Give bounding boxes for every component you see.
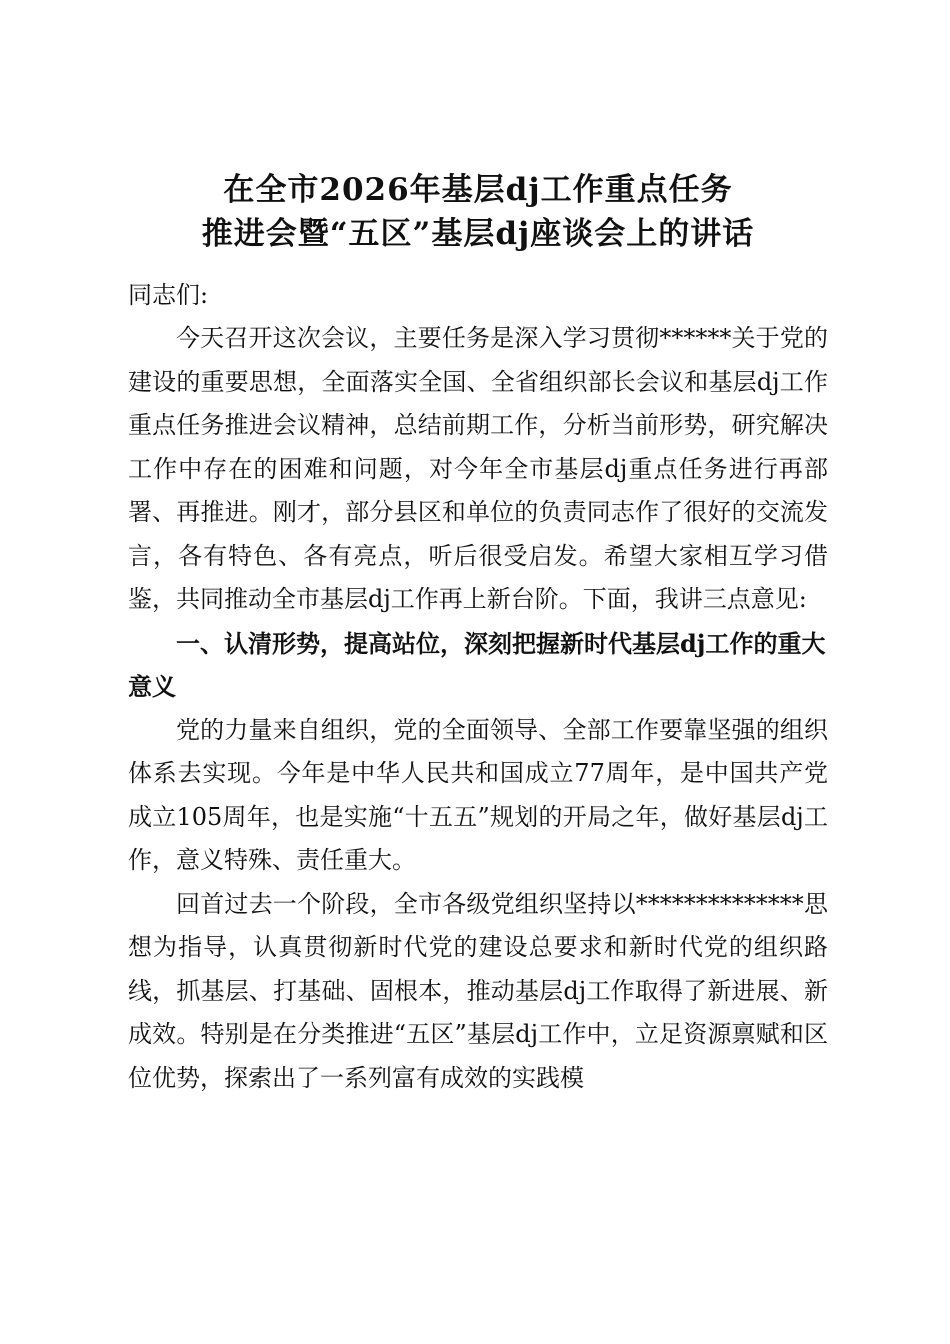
title-line-2: 推进会暨“五区”基层dj座谈会上的讲话 [201, 216, 755, 252]
intro-paragraph: 今天召开这次会议，主要任务是深入学习贯彻******关于党的建设的重要思想，全面落实全国、全省组织部长会议和基层dj工作重点任务推进会议精神，总结前期工作，分析当前形势，研究解决工作中存在的困难和问题，对今年全市基层dj重点任务进行再部署、再推进。刚才，部分县区和单位的负责同志作了很好的交流发言，各有特色、各有亮点，听后很受启发。希望大家相互学习借鉴，共同推动全市基层dj工作再上新台阶。下面，我讲三点意见: [128, 324, 828, 613]
section-1-paragraph-1: 党的力量来自组织，党的全面领导、全部工作要靠坚强的组织体系去实现。今年是中华人民共和国成立77周年，是中国共产党成立105周年，也是实施“十五五”规划的开局之年，做好基层dj工作，意义特殊、责任重大。 [128, 715, 828, 874]
document-title [128, 168, 828, 256]
section-1-paragraph-2: 回首过去一个阶段，全市各级党组织坚持以**************思想为指导，认真贯彻新时代党的建设总要求和新时代党的组织路线，抓基层、打基础、固根本，推动基层dj工作取得了新进展、新成效。特别是在分类推进“五区”基层dj工作中，立足资源禀赋和区位优势，探索出了一系列富有成效的实践模 [128, 889, 828, 1092]
title-line-1: 在全市2026年基层dj工作重点任务 [223, 172, 733, 208]
greeting: 同志们: [128, 281, 209, 309]
section-1-heading: 一、认清形势，提高站位，深刻把握新时代基层dj工作的重大意义 [128, 628, 826, 701]
document-page [128, 168, 828, 1100]
